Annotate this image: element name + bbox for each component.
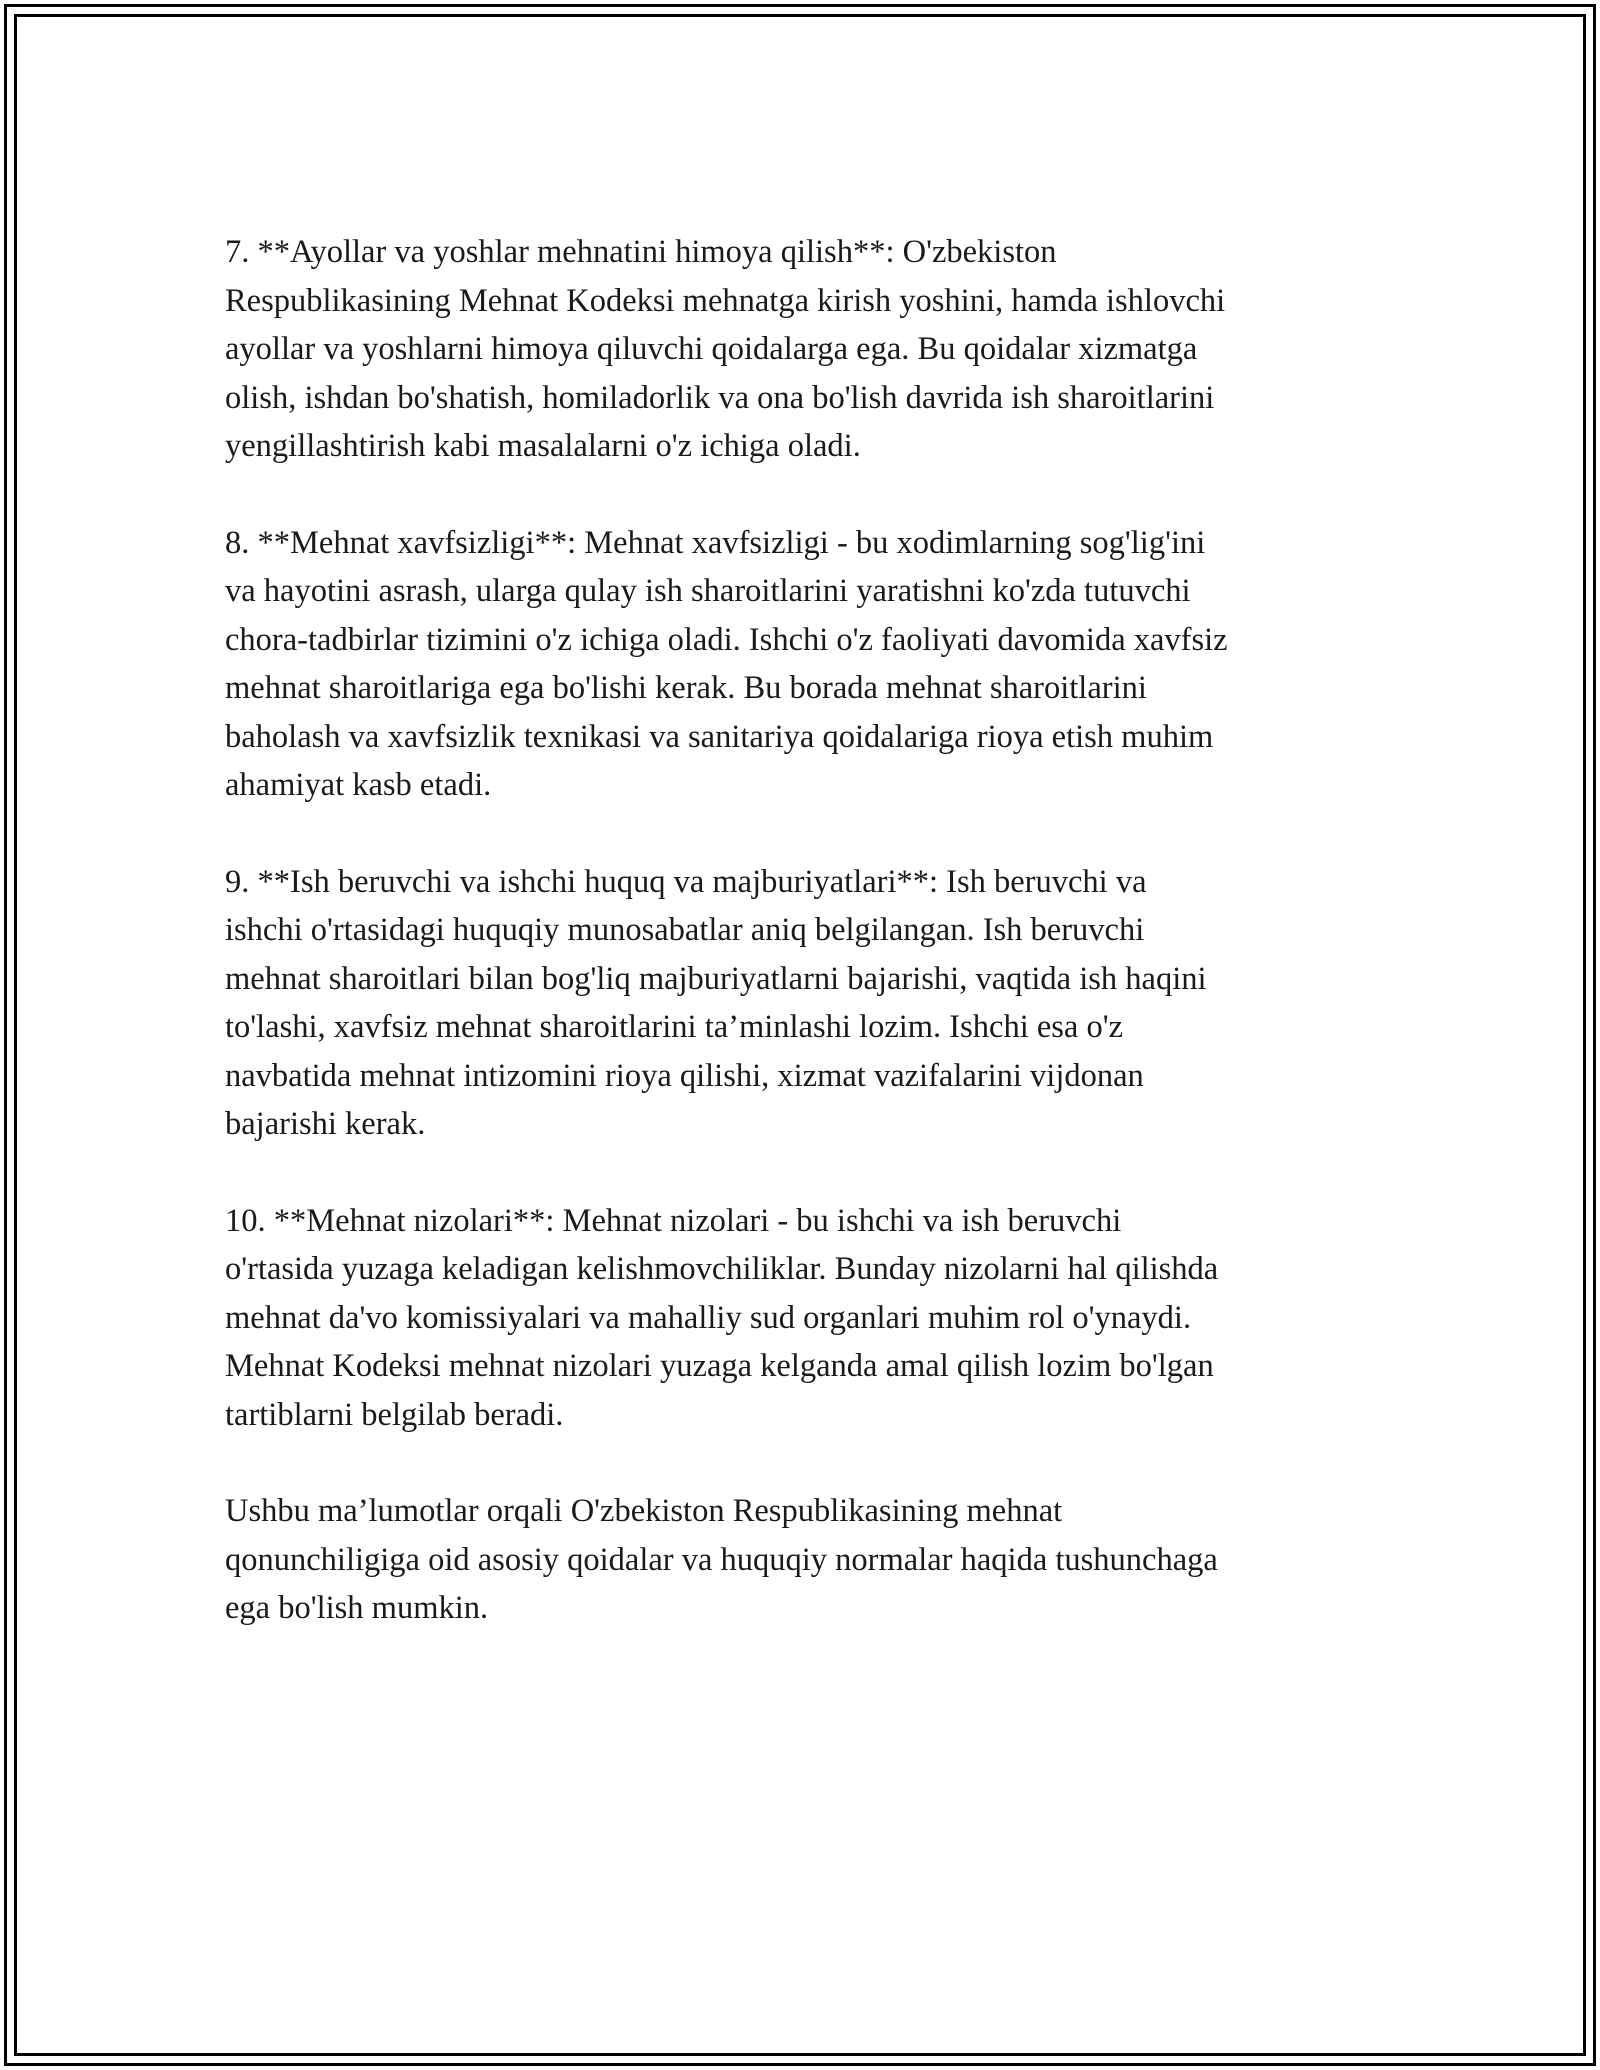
text-line: qonunchiligiga oid asosiy qoidalar va huquqiy normalar haqida tushunchaga	[225, 1541, 1218, 1578]
text-line: yengillashtirish kabi masalalarni o'z ichiga oladi.	[225, 428, 861, 464]
paragraph-summary	[225, 1487, 1380, 1633]
paragraph-item-8	[225, 519, 1380, 810]
text-line: ayollar va yoshlarni himoya qiluvchi qoidalarga ega. Bu qoidalar xizmatga	[225, 331, 1198, 367]
text-line: ahamiyat kasb etadi.	[225, 767, 492, 803]
text-line: olish, ishdan bo'shatish, homiladorlik va ona bo'lish davrida ish sharoitlarini	[225, 379, 1215, 416]
text-line: 10. **Mehnat nizolari**: Mehnat nizolari - bu ishchi va ish beruvchi	[225, 1202, 1122, 1239]
text-line: baholash va xavfsizlik texnikasi va sanitariya qoidalariga rioya etish muhim	[225, 718, 1214, 755]
paragraph-item-9	[225, 858, 1380, 1149]
text-line: mehnat da'vo komissiyalari va mahalliy sud organlari muhim rol o'ynaydi.	[225, 1299, 1192, 1336]
text-line: o'rtasida yuzaga keladigan kelishmovchiliklar. Bunday nizolarni hal qilishda	[225, 1251, 1219, 1287]
document-body	[225, 228, 1380, 1681]
text-line: ishchi o'rtasidagi huquqiy munosabatlar aniq belgilangan. Ish beruvchi	[225, 912, 1145, 948]
text-line: mehnat sharoitlari bilan bog'liq majburiyatlarni bajarishi, vaqtida ish haqini	[225, 960, 1207, 997]
paragraph-item-7	[225, 228, 1380, 471]
text-line: Respublikasining Mehnat Kodeksi mehnatga kirish yoshini, hamda ishlovchi	[225, 282, 1226, 319]
text-line: 7. **Ayollar va yoshlar mehnatini himoya qilish**: O'zbekiston	[225, 234, 1057, 270]
text-line: bajarishi kerak.	[225, 1106, 426, 1142]
text-line: tartiblarni belgilab beradi.	[225, 1396, 564, 1433]
text-line: 8. **Mehnat xavfsizligi**: Mehnat xavfsizligi - bu xodimlarning sog'lig'ini	[225, 524, 1206, 561]
text-line: Mehnat Kodeksi mehnat nizolari yuzaga kelganda amal qilish lozim bo'lgan	[225, 1348, 1214, 1384]
text-line: chora-tadbirlar tizimini o'z ichiga oladi. Ishchi o'z faoliyati davomida xavfsiz	[225, 621, 1228, 658]
text-line: Ushbu ma’lumotlar orqali O'zbekiston Respublikasining mehnat	[225, 1493, 1063, 1529]
text-line: va hayotini asrash, ularga qulay ish sharoitlarini yaratishni ko'zda tutuvchi	[225, 573, 1191, 609]
text-line: mehnat sharoitlariga ega bo'lishi kerak. Bu borada mehnat sharoitlarini	[225, 670, 1147, 706]
text-line: to'lashi, xavfsiz mehnat sharoitlarini ta’minlashi lozim. Ishchi esa o'z	[225, 1009, 1124, 1045]
text-line: ega bo'lish mumkin.	[225, 1590, 489, 1626]
text-line: navbatida mehnat intizomini rioya qilishi, xizmat vazifalarini vijdonan	[225, 1057, 1144, 1094]
paragraph-item-10	[225, 1197, 1380, 1440]
text-line: 9. **Ish beruvchi va ishchi huquq va majburiyatlari**: Ish beruvchi va	[225, 863, 1147, 900]
